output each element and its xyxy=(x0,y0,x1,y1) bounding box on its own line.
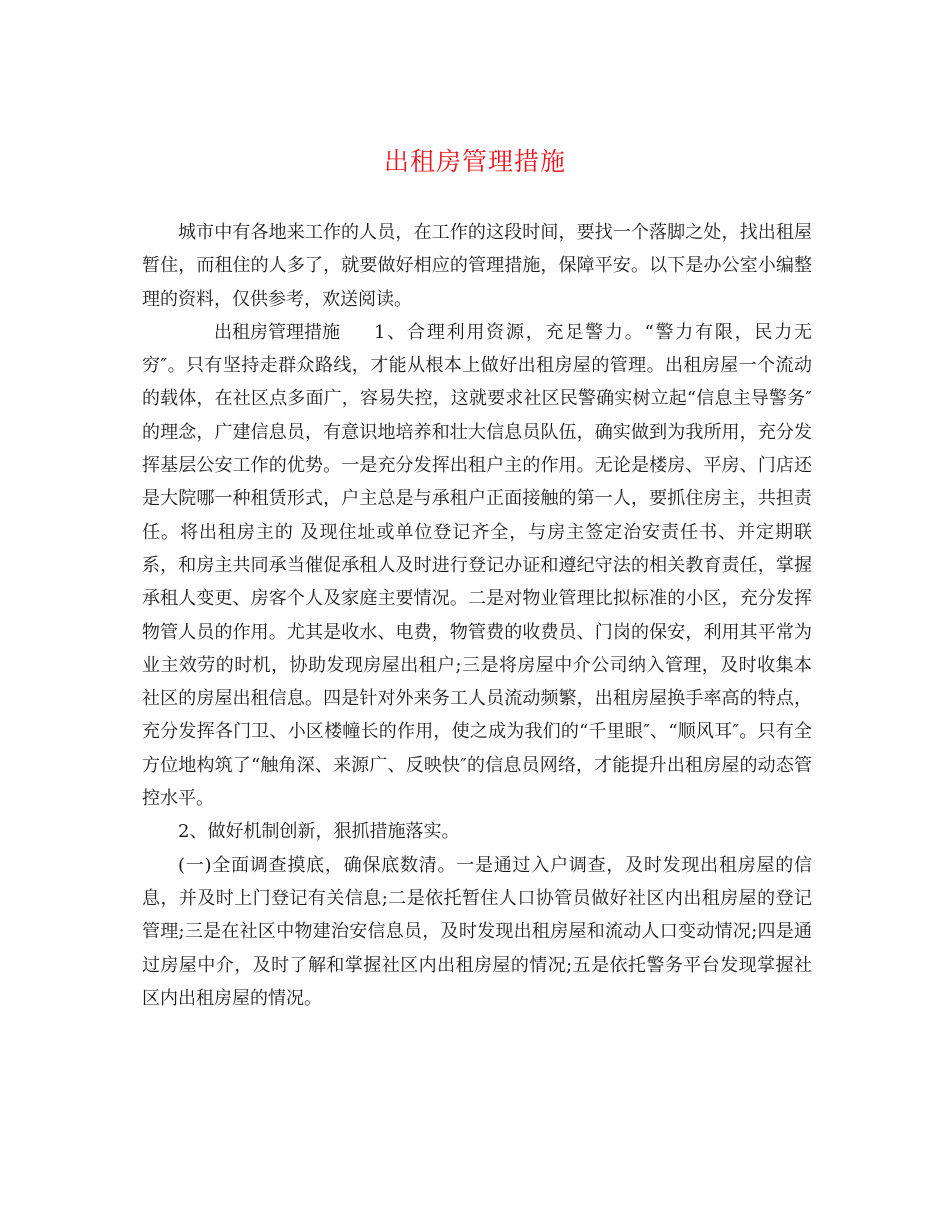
intro-paragraph: 城市中有各地来工作的人员，在工作的这段时间，要找一个落脚之处，找出租屋暂住，而租住的人多了，就要做好相应的管理措施，保障平安。以下是办公室小编整理的资料，仅供参考，欢送阅读。 xyxy=(142,222,812,310)
point-2-heading: 2、做好机制创新，狠抓措施落实。 xyxy=(178,821,460,843)
document-title: 出租房管理措施 xyxy=(383,147,566,176)
document-body xyxy=(142,216,812,1015)
point-1-text: 1、合理利用资源，充足警力。“警力有限，民力无穷″。只有坚持走群众路线，才能从根本上做好出租房屋的管理。出租房屋一个流动的载体，在社区点多面广，容易失控，这就要求社区民警确实树立起“信息主导警务″的理念，广建信息员，有意识地培养和壮大信息员队伍，确实做到为我所用，充分发挥基层公安工作的优势。一是充分发挥出租户主的作用。无论是楼房、平房、门店还是大院哪一种租赁形式，户主总是与承租户正面接触的第一人，要抓住房主，共担责任。将出租房主的 及现住址或单位登记齐全，与房主签定治安责任书、并定期联系，和房主共同承当催促承租人及时进行登记办证和遵纪守法的相关教育责任，掌握承租人变更、房客个人及家庭主要情况。二是对物业管理比拟标准的小区，充分发挥物管人员的作用。尤其是收水、电费，物管费的收费员、门岗的保安，利用其平常为业主效劳的时机，协助发现房屋出租户;三是将房屋中介公司纳入管理，及时收集本社区的房屋出租信息。四是针对外来务工人员流动频繁，出租房屋换手率高的特点，充分发挥各门卫、小区楼幢长的作用，使之成为我们的“千里眼″、“顺风耳″。只有全方位地构筑了“触角深、来源广、反映快″的信息员网络，才能提升出租房屋的动态管控水平。 xyxy=(142,321,812,810)
section-label: 出租房管理措施 xyxy=(214,321,340,343)
point-1-paragraph xyxy=(142,316,812,815)
point-2-1-paragraph: (一)全面调查摸底，确保底数清。一是通过入户调查，及时发现出租房屋的信息，并及时上门登记有关信息;二是依托暂住人口协管员做好社区内出租房屋的登记管理;三是在社区中物建治安信息员，及时发现出租房屋和流动人口变动情况;四是通过房屋中介，及时了解和掌握社区内出租房屋的情况;五是依托警务平台发现掌握社区内出租房屋的情况。 xyxy=(142,854,812,1009)
